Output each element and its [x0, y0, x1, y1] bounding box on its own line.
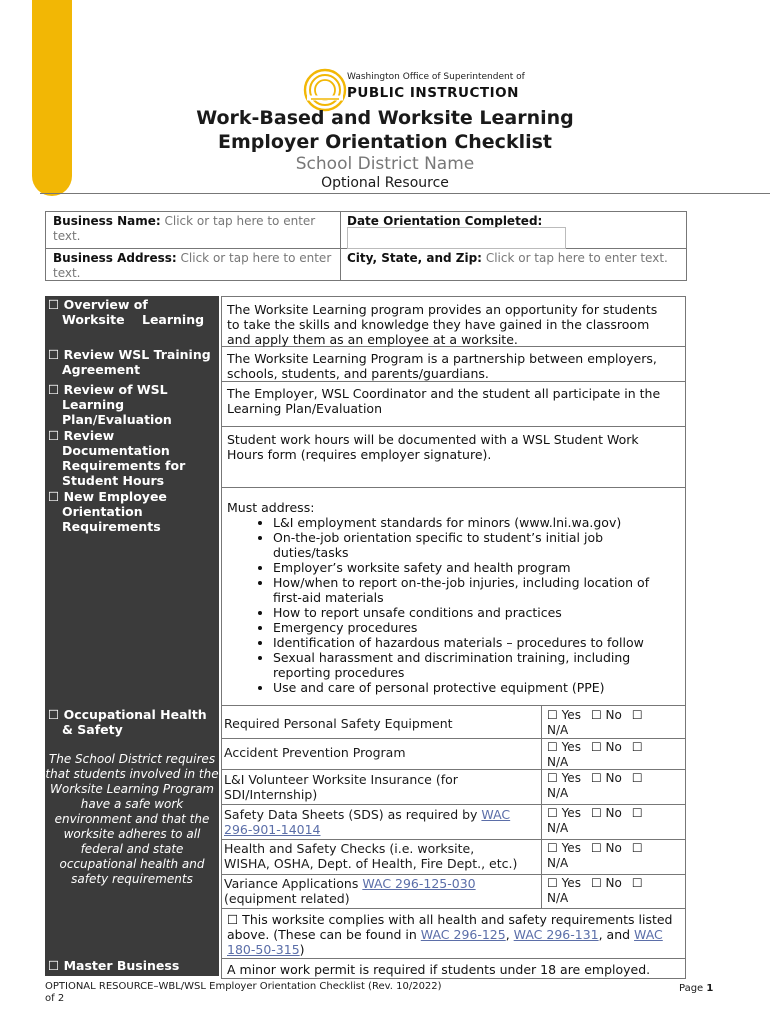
yes-checkbox[interactable]: ☐ Yes	[547, 841, 581, 855]
health-row-label: Accident Prevention Program	[224, 745, 406, 760]
compliance-statement[interactable]: ☐ This worksite complies with all health and safety requirements listed above. (These can be found in WAC 296-125, WAC 296-131, and WAC 180-50-315)	[227, 912, 673, 957]
overview-checkbox[interactable]: ☐	[48, 297, 60, 312]
overview-description: The Worksite Learning program provides an opportunity for students to take the skills and knowledge they have gained in the classroom and apply them as an employee at a worksite.	[227, 302, 658, 347]
wac-296-125-link[interactable]: WAC 296-125	[420, 927, 506, 942]
health-row-label: Required Personal Safety Equipment	[224, 716, 453, 731]
master-business-item[interactable]: ☐ Master Business	[48, 958, 180, 973]
ospi-logo-icon	[303, 68, 347, 112]
documentation-item[interactable]: ☐ Review Documentation Requirements for Student Hours	[48, 428, 186, 488]
health-row-options	[547, 708, 643, 738]
master-business-checkbox[interactable]: ☐	[48, 958, 60, 973]
header-divider	[40, 193, 770, 194]
health-item[interactable]: ☐ Occupational Health & Safety	[48, 707, 207, 737]
requirement-item: • How/when to report on-the-job injuries, including location of first-aid materials	[273, 575, 677, 605]
requirement-item: • On-the-job orientation specific to student’s initial job duties/tasks	[273, 530, 677, 560]
city-state-zip-field[interactable]: City, State, and Zip: Click or tap here to enter text.	[347, 251, 668, 265]
wac-link[interactable]: WAC 296-901-14014	[224, 807, 511, 837]
requirement-item: • Identification of hazardous materials – procedures to follow	[273, 635, 677, 650]
requirements-list	[227, 515, 677, 695]
health-row-label: Health and Safety Checks (i.e. worksite, WISHA, OSHA, Dept. of Health, Fire Dept., etc.)	[224, 841, 518, 871]
plan-item[interactable]: ☐ Review of WSL Learning Plan/Evaluation	[48, 382, 172, 427]
org-main-text: PUBLIC INSTRUCTION	[347, 85, 519, 101]
wac-link[interactable]: WAC 296-125-030	[362, 876, 476, 891]
no-checkbox[interactable]: ☐ No	[590, 708, 622, 722]
health-row-options	[547, 806, 643, 836]
requirement-item: • Sexual harassment and discrimination training, including reporting procedures	[273, 650, 677, 680]
documentation-checkbox[interactable]: ☐	[48, 428, 60, 443]
plan-checkbox[interactable]: ☐	[48, 382, 60, 397]
no-checkbox[interactable]: ☐ No	[590, 740, 622, 754]
yes-checkbox[interactable]: ☐ Yes	[547, 876, 581, 890]
yes-checkbox[interactable]: ☐ Yes	[547, 771, 581, 785]
health-row-label: Safety Data Sheets (SDS) as required by WAC 296-901-14014	[224, 807, 511, 837]
page-title-line2: Employer Orientation Checklist	[217, 131, 552, 153]
documentation-description: Student work hours will be documented with a WSL Student Work Hours form (requires employer signature).	[227, 432, 639, 462]
requirement-item: • Employer’s worksite safety and health program	[273, 560, 677, 575]
no-checkbox[interactable]: ☐ No	[590, 841, 622, 855]
na-label: N/A	[547, 856, 569, 870]
health-row-label: Variance Applications WAC 296-125-030 (equipment related)	[224, 876, 476, 906]
na-checkbox[interactable]: ☐	[631, 806, 643, 820]
yes-checkbox[interactable]: ☐ Yes	[547, 708, 581, 722]
na-label: N/A	[547, 786, 569, 800]
health-row-label: L&I Volunteer Worksite Insurance (for SDI/Internship)	[224, 772, 458, 802]
date-completed-label: Date Orientation Completed:	[347, 214, 543, 228]
wac-296-131-link[interactable]: WAC 296-131	[513, 927, 599, 942]
yes-checkbox[interactable]: ☐ Yes	[547, 740, 581, 754]
health-side-note: The School District requires that students involved in the Worksite Learning Program have a safe work environment and that the worksite adheres to all federal and state occupational health and safety requirements	[45, 752, 219, 886]
agreement-checkbox[interactable]: ☐	[48, 347, 60, 362]
wac-180-50-315-link[interactable]: WAC 180-50-315	[227, 927, 663, 957]
requirement-item: • Use and care of personal protective equipment (PPE)	[273, 680, 677, 695]
health-row-options	[547, 841, 643, 871]
na-label: N/A	[547, 723, 569, 737]
district-name[interactable]: School District Name	[295, 154, 475, 174]
org-top-text: Washington Office of Superintendent of	[347, 72, 525, 82]
page-title-line1: Work-Based and Worksite Learning	[196, 107, 574, 129]
new-employee-requirements: Must address: • L&I employment standards for minors (www.lni.wa.gov) • On-the-job orientation specific to student’s initial job duties/tasks • Employer’s worksite safety and health program • How/when to report on-the-job injuries, including location of first-aid materials • How to report unsafe conditions and practices • Emergency procedures • Identification of hazardous materials – procedures to follow • Sexual harassment and discrimination training, including reporting procedures • Use and care of personal protective equipment (PPE)	[227, 500, 677, 695]
na-checkbox[interactable]: ☐	[631, 708, 643, 722]
na-label: N/A	[547, 755, 569, 769]
business-name-field[interactable]: Business Name: Click or tap here to enter text.	[53, 214, 316, 243]
na-checkbox[interactable]: ☐	[631, 740, 643, 754]
na-checkbox[interactable]: ☐	[631, 841, 643, 855]
no-checkbox[interactable]: ☐ No	[590, 771, 622, 785]
health-row-options	[547, 771, 643, 801]
requirement-item: • Emergency procedures	[273, 620, 677, 635]
agreement-item[interactable]: ☐ Review WSL Training Agreement	[48, 347, 211, 377]
na-checkbox[interactable]: ☐	[631, 876, 643, 890]
new-employee-checkbox[interactable]: ☐	[48, 489, 60, 504]
health-row-options	[547, 876, 643, 906]
page-number: Page 1	[679, 983, 714, 994]
na-label: N/A	[547, 821, 569, 835]
yes-checkbox[interactable]: ☐ Yes	[547, 806, 581, 820]
master-business-description: A minor work permit is required if students under 18 are employed.	[227, 962, 651, 977]
date-completed-input[interactable]	[347, 227, 566, 249]
no-checkbox[interactable]: ☐ No	[590, 876, 622, 890]
subtitle: Optional Resource	[321, 175, 449, 191]
agreement-description: The Worksite Learning Program is a partnership between employers, schools, students, and parents/guardians.	[227, 351, 657, 381]
na-label: N/A	[547, 891, 569, 905]
overview-item[interactable]: ☐ Overview of Worksite Learning	[48, 297, 205, 327]
na-checkbox[interactable]: ☐	[631, 771, 643, 785]
requirement-item: • L&I employment standards for minors (www.lni.wa.gov)	[273, 515, 677, 530]
requirement-item: • How to report unsafe conditions and practices	[273, 605, 677, 620]
business-address-field[interactable]: Business Address: Click or tap here to enter text.	[53, 251, 332, 280]
health-checkbox[interactable]: ☐	[48, 707, 60, 722]
plan-description: The Employer, WSL Coordinator and the student all participate in the Learning Plan/Evaluation	[227, 386, 661, 416]
business-info-table	[45, 211, 687, 281]
new-employee-item[interactable]: ☐ New Employee Orientation Requirements	[48, 489, 167, 534]
footer-text: OPTIONAL RESOURCE–WBL/WSL Employer Orientation Checklist (Rev. 10/2022) of 2	[45, 981, 442, 1004]
no-checkbox[interactable]: ☐ No	[590, 806, 622, 820]
health-row-options	[547, 740, 643, 770]
